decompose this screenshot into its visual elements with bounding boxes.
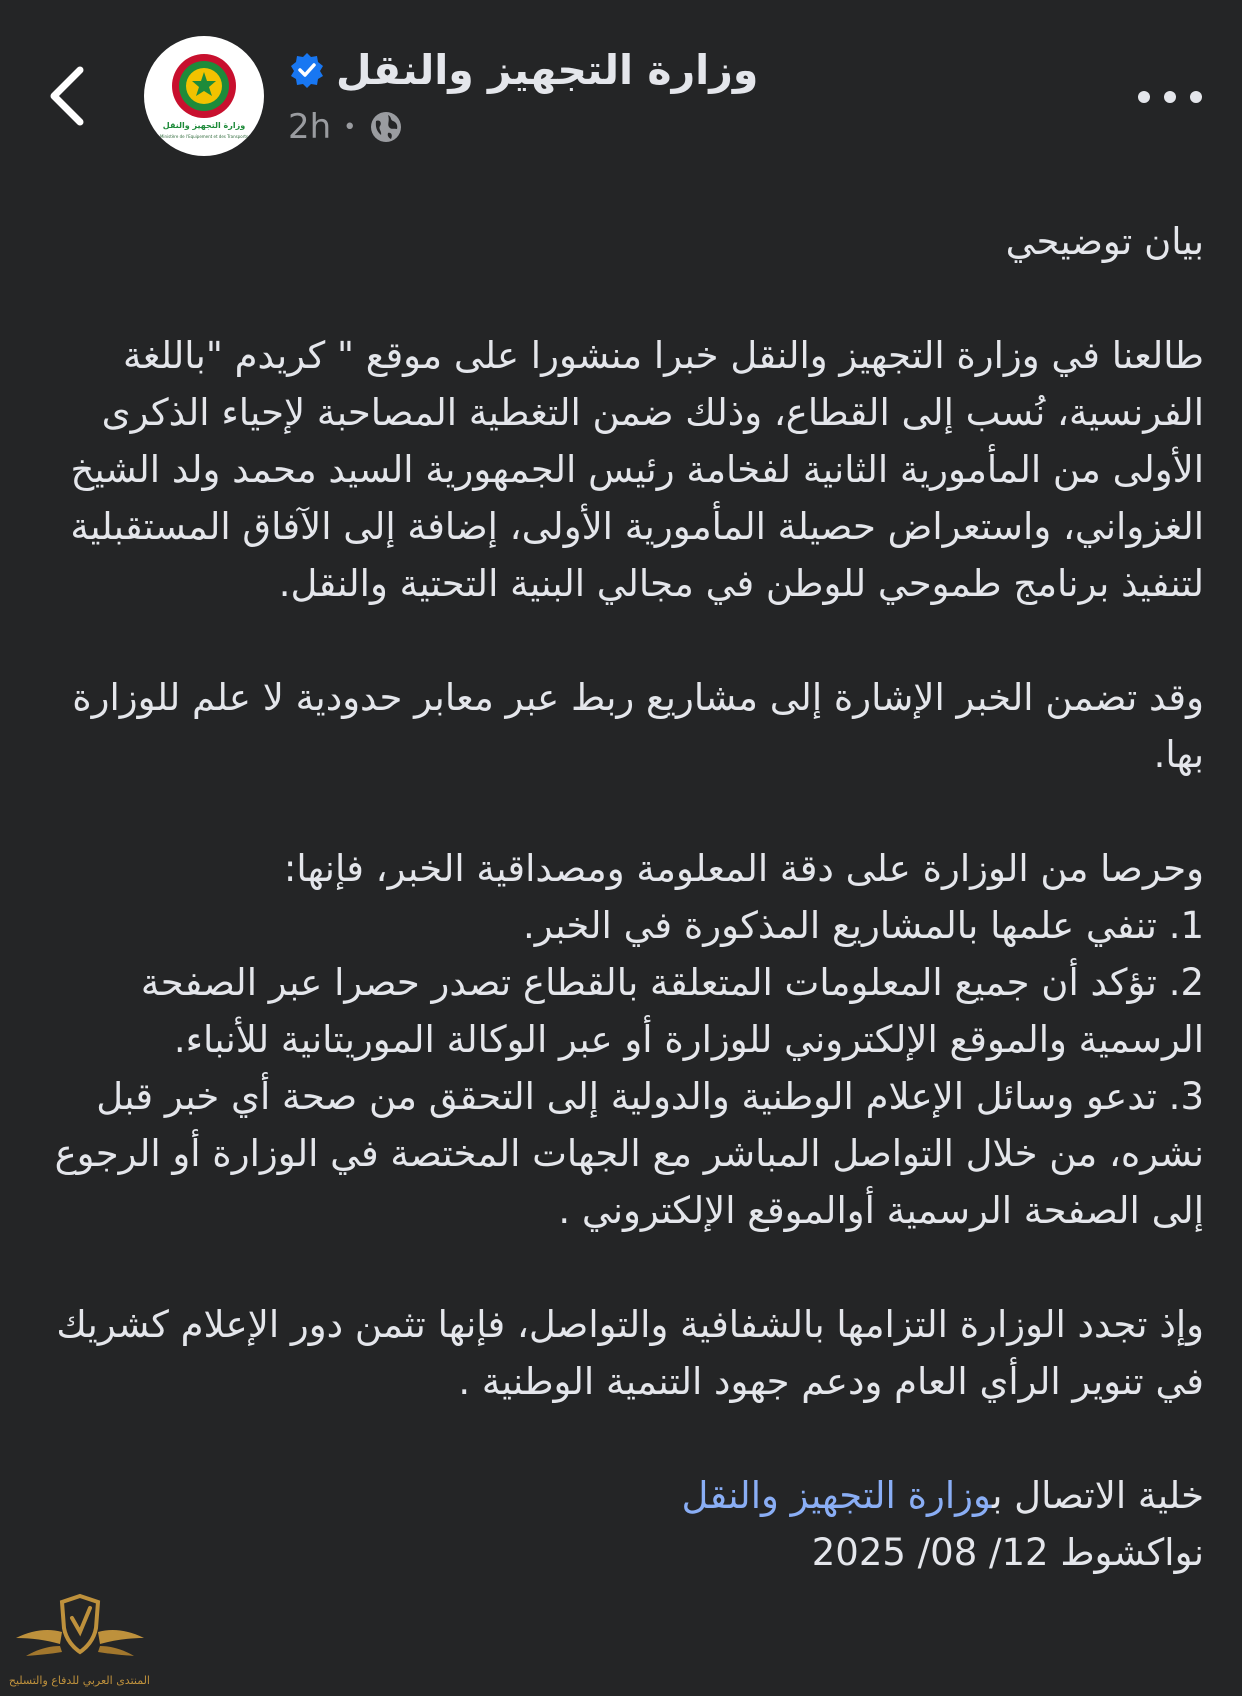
page-mention-link[interactable]: وزارة التجهيز والنقل bbox=[681, 1474, 993, 1517]
post-paragraph-1: طالعنا في وزارة التجهيز والنقل خبرا منشورا على موقع " كريدم "باللغة الفرنسية، نُسب إلى القطاع، وذلك ضمن التغطية المصاحبة لإحياء الذكرى الأولى من المأمورية الثانية لفخامة رئيس الجمهورية السيد محمد ولد الشيخ الغزواني، واستعراض حصيلة المأمورية الأولى، إضافة إلى الآفاق المستقبلية لتنفيذ برنامج طموحي للوطن في مجالي البنية التحتية والنقل. bbox=[70, 334, 1204, 605]
post-closing: وإذ تجدد الوزارة التزامها بالشفافية والتواصل، فإنها تثمن دور الإعلام كشريك في تنوير الرأي العام ودعم جهود التنمية الوطنية . bbox=[56, 1303, 1204, 1403]
list-item: 1. تنفي علمها بالمشاريع المذكورة في الخبر. bbox=[523, 904, 1204, 947]
ministry-logo bbox=[144, 36, 264, 156]
avatar-caption-fr: Ministère de l'Equipement et des Transports bbox=[159, 134, 249, 139]
chevron-left-icon bbox=[40, 58, 100, 134]
watermark-logo bbox=[10, 1588, 150, 1693]
post-paragraph-2: وقد تضمن الخبر الإشارة إلى مشاريع ربط عبر معابر حدودية لا علم للوزارة بها. bbox=[72, 676, 1204, 776]
post-title: بيان توضيحي bbox=[1005, 220, 1204, 263]
watermark-text: المنتدى العربي للدفاع والتسليح bbox=[8, 1674, 150, 1687]
more-options-button[interactable] bbox=[1132, 72, 1212, 122]
page-name[interactable]: وزارة التجهيز والنقل bbox=[336, 46, 759, 94]
post-body bbox=[40, 213, 1204, 1581]
shield-wings-icon bbox=[10, 1588, 150, 1678]
post-header bbox=[0, 0, 1242, 180]
post-time[interactable]: 2h bbox=[288, 107, 332, 147]
avatar-caption: وزارة التجهيز والنقل bbox=[162, 121, 246, 130]
signature-prefix: خلية الاتصال ب bbox=[992, 1474, 1204, 1517]
back-button[interactable] bbox=[40, 58, 100, 134]
list-item: 3. تدعو وسائل الإعلام الوطنية والدولية إلى التحقق من صحة أي خبر قبل نشره، من خلال التواصل المباشر مع الجهات المختصة في الوزارة أو الرجوع إلى الصفحة الرسمية أوالموقع الإلكتروني . bbox=[54, 1075, 1204, 1232]
page-avatar[interactable] bbox=[144, 36, 264, 156]
verified-badge-icon bbox=[288, 51, 326, 89]
post-place-date: نواكشوط 12/ 08/ 2025 bbox=[811, 1531, 1204, 1574]
meta-separator: • bbox=[343, 114, 357, 140]
post-meta bbox=[288, 103, 404, 151]
globe-icon[interactable] bbox=[368, 109, 404, 145]
post-signature bbox=[40, 1467, 1204, 1524]
list-item: 2. تؤكد أن جميع المعلومات المتعلقة بالقطاع تصدر حصرا عبر الصفحة الرسمية والموقع الإلكتروني للوزارة أو عبر الوكالة الموريتانية للأنباء. bbox=[140, 961, 1204, 1061]
post-list-intro: وحرصا من الوزارة على دقة المعلومة ومصداقية الخبر، فإنها: bbox=[283, 847, 1204, 890]
page-name-row[interactable] bbox=[288, 42, 758, 98]
more-horizontal-icon bbox=[1132, 72, 1212, 122]
